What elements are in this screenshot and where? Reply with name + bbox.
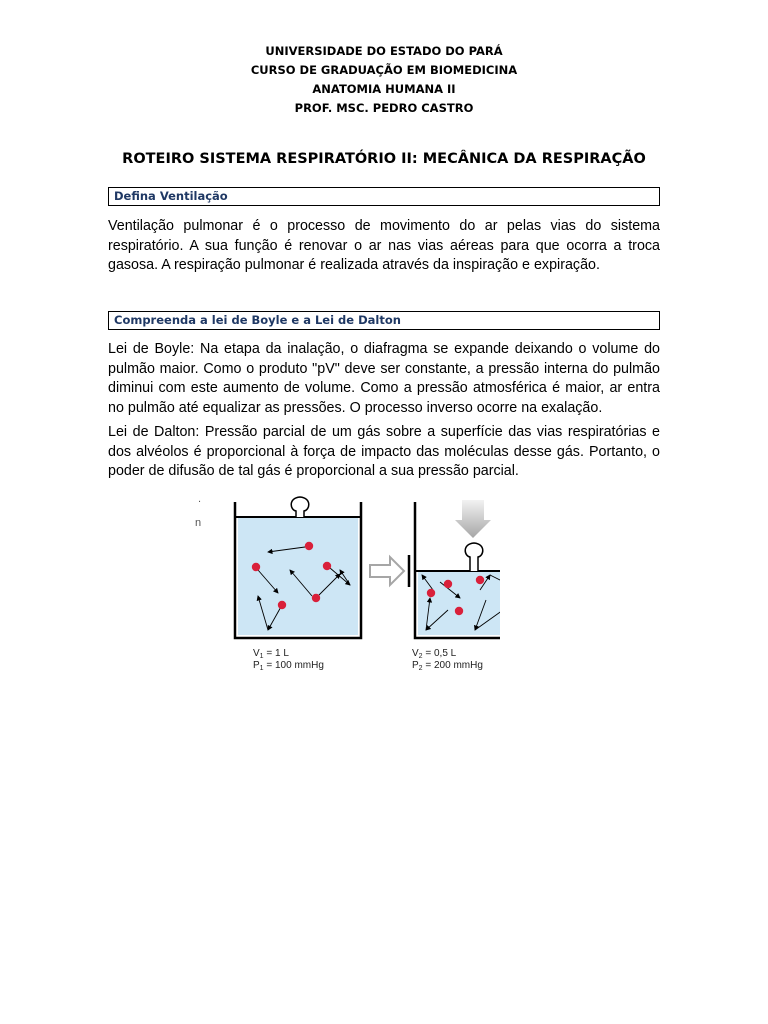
label-v1 (253, 648, 289, 660)
molecule (278, 601, 286, 609)
piston-knob-left (291, 497, 309, 517)
section-heading-boyle-dalton: Compreenda a lei de Boyle e a Lei de Dalton (108, 311, 660, 330)
header-course: CURSO DE GRADUAÇÃO EM BIOMEDICINA (250, 63, 518, 77)
label-v2 (412, 648, 457, 660)
label-v2-value: = 0,5 L (422, 648, 457, 659)
ventilation-text (108, 217, 660, 276)
molecule (305, 542, 313, 550)
boyle-law-diagram (190, 490, 500, 675)
piston-knob-right (465, 543, 483, 571)
molecule (444, 580, 452, 588)
container-right (415, 500, 500, 638)
molecule (427, 589, 435, 597)
label-v1-prefix: V (253, 648, 260, 659)
header-professor: PROF. MSC. PEDRO CASTRO (294, 101, 474, 115)
molecule (476, 576, 484, 584)
boyle-text (108, 340, 660, 418)
molecule (252, 563, 260, 571)
header-subject: ANATOMIA HUMANA II (312, 82, 456, 96)
molecule (455, 607, 463, 615)
stray-mark-dot: . (198, 493, 202, 505)
molecule (312, 594, 320, 602)
dalton-paragraph: Lei de Dalton: Pressão parcial de um gás sobre a superfície das vias respiratórias e dos alvéolos é proporcional à força de impacto das moléculas desse gás. Portanto, o poder de difusão de tal gás é proporcional a sua pressão parcial. (108, 424, 660, 479)
boyle-paragraph: Lei de Boyle: Na etapa da inalação, o diafragma se expande deixando o volume do pulmão maior. Como o produto "pV" deve ser constante, a pressão interna do pulmão diminui com este aumento de volume. Como a pressão atmosférica é maior, ar entra no pulmão até equalizar as pressões. O processo inverso ocorre na exalação. (108, 341, 660, 416)
label-p1-sub: 1 (259, 665, 264, 672)
molecule (323, 562, 331, 570)
dalton-text (108, 423, 660, 482)
label-p1-prefix: P (253, 660, 260, 671)
transition-arrow-icon (370, 557, 404, 585)
label-p1 (253, 660, 324, 672)
label-v1-sub: 1 (259, 653, 264, 660)
label-p1-value: = 100 mmHg (263, 660, 324, 671)
container-left (235, 497, 361, 638)
label-p2-sub: 2 (418, 665, 423, 672)
ventilation-paragraph: Ventilação pulmonar é o processo de movimento do ar pelas vias do sistema respiratório. A sua função é renovar o ar nas vias aéreas para que ocorra a troca gasosa. A respiração pulmonar é realizada através da inspiração e expiração. (108, 218, 660, 273)
label-v2-sub: 2 (418, 653, 423, 660)
label-v2-prefix: V (412, 648, 419, 659)
label-p2-value: = 200 mmHg (422, 660, 483, 671)
push-down-arrow-icon (455, 500, 491, 538)
label-v1-value: = 1 L (263, 648, 289, 659)
document-header (0, 42, 768, 118)
label-p2-prefix: P (412, 660, 419, 671)
section-heading-ventilation: Defina Ventilação (108, 187, 660, 206)
document-title: ROTEIRO SISTEMA RESPIRATÓRIO II: MECÂNICA DA RESPIRAÇÃO (122, 151, 646, 167)
header-university: UNIVERSIDADE DO ESTADO DO PARÁ (265, 44, 503, 58)
label-p2 (412, 660, 483, 672)
stray-mark-n: n (195, 517, 202, 529)
